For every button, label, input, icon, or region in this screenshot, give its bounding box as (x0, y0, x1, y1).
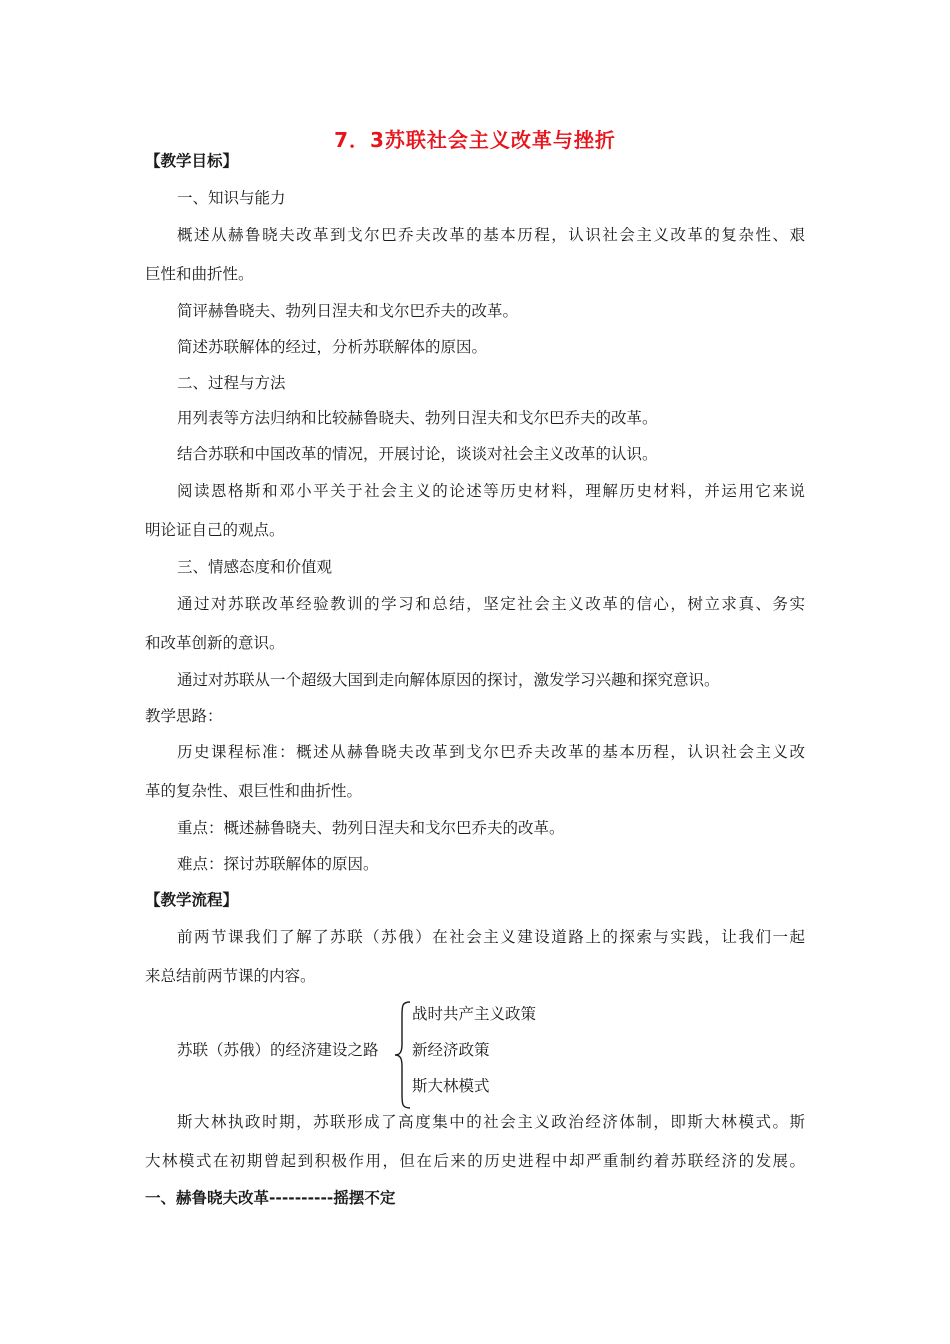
knowledge-paragraph-1-line-1: 概述从赫鲁晓夫改革到戈尔巴乔夫改革的基本历程，认识社会主义改革的复杂性、艰 (177, 226, 805, 244)
objectives-heading: 【教学目标】 (145, 152, 239, 170)
flow-heading: 【教学流程】 (145, 891, 239, 909)
flow-summary-line-2: 大林模式在初期曾起到积极作用，但在后来的历史进程中却严重制约着苏联经济的发展。 (145, 1152, 805, 1170)
knowledge-paragraph-1-line-2: 巨性和曲折性。 (145, 265, 254, 283)
curly-brace-icon (393, 1000, 413, 1110)
approach-key-point: 重点：概述赫鲁晓夫、勃列日涅夫和戈尔巴乔夫的改革。 (177, 819, 565, 837)
process-paragraph-3-line-1: 阅读恩格斯和邓小平关于社会主义的论述等历史材料，理解历史材料，并运用它来说 (177, 482, 805, 500)
flow-intro-line-1: 前两节课我们了解了苏联（苏俄）在社会主义建设道路上的探索与实践，让我们一起 (177, 928, 805, 946)
process-paragraph-1: 用列表等方法归纳和比较赫鲁晓夫、勃列日涅夫和戈尔巴乔夫的改革。 (177, 409, 658, 427)
values-paragraph-1-line-1: 通过对苏联改革经验教训的学习和总结，坚定社会主义改革的信心，树立求真、务实 (177, 595, 805, 613)
page-title: 7．3苏联社会主义改革与挫折 (334, 128, 616, 152)
approach-standard-line-2: 革的复杂性、艰巨性和曲折性。 (145, 782, 363, 800)
flow-intro-line-2: 来总结前两节课的内容。 (145, 967, 316, 985)
diagram-branch-2: 新经济政策 (412, 1041, 490, 1059)
diagram-branch-1: 战时共产主义政策 (412, 1005, 537, 1023)
process-paragraph-3-line-2: 明论证自己的观点。 (145, 521, 285, 539)
diagram-branch-3: 斯大林模式 (412, 1077, 490, 1095)
approach-heading: 教学思路： (145, 707, 223, 725)
knowledge-heading: 一、知识与能力 (177, 189, 286, 207)
process-heading: 二、过程与方法 (177, 374, 286, 392)
values-paragraph-2: 通过对苏联从一个超级大国到走向解体原因的探讨，激发学习兴趣和探究意识。 (177, 671, 720, 689)
values-heading: 三、情感态度和价值观 (177, 558, 333, 576)
approach-difficulty: 难点：探讨苏联解体的原因。 (177, 855, 379, 873)
process-paragraph-2: 结合苏联和中国改革的情况，开展讨论，谈谈对社会主义改革的认识。 (177, 445, 658, 463)
section-1-heading: 一、赫鲁晓夫改革----------摇摆不定 (145, 1189, 396, 1207)
flow-summary-line-1: 斯大林执政时期，苏联形成了高度集中的社会主义政治经济体制，即斯大林模式。斯 (177, 1113, 805, 1131)
values-paragraph-1-line-2: 和改革创新的意识。 (145, 634, 285, 652)
knowledge-paragraph-2: 简评赫鲁晓夫、勃列日涅夫和戈尔巴乔夫的改革。 (177, 302, 519, 320)
approach-standard-line-1: 历史课程标准：概述从赫鲁晓夫改革到戈尔巴乔夫改革的基本历程，认识社会主义改 (177, 743, 805, 761)
knowledge-paragraph-3: 简述苏联解体的经过，分析苏联解体的原因。 (177, 338, 488, 356)
diagram-root-label: 苏联（苏俄）的经济建设之路 (177, 1041, 379, 1059)
